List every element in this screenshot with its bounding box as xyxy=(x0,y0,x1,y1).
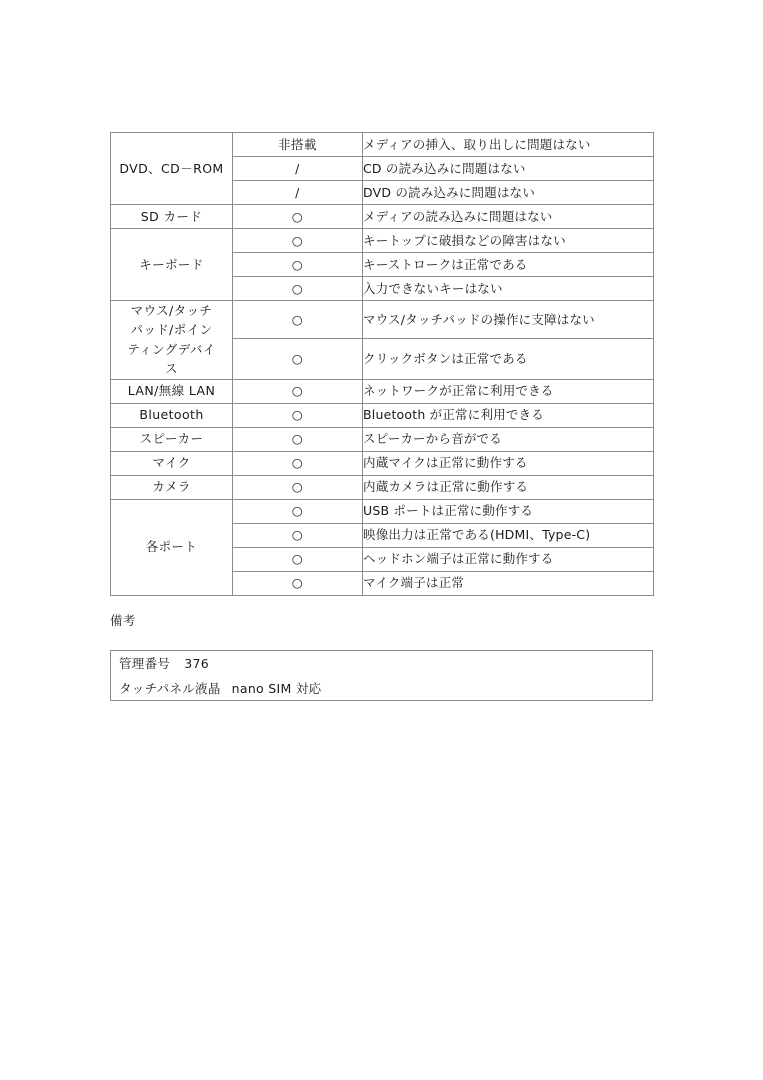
check-result-mark: ○ xyxy=(233,571,363,595)
table-row xyxy=(111,475,654,499)
check-description: キートップに破損などの障害はない xyxy=(363,229,654,253)
check-result-mark: ○ xyxy=(233,205,363,229)
check-item-name xyxy=(111,301,233,380)
table-row xyxy=(111,499,654,523)
check-description: 内蔵カメラは正常に動作する xyxy=(363,475,654,499)
check-item-name xyxy=(111,403,233,427)
check-item-name-line: Bluetooth xyxy=(139,407,204,423)
check-result-mark: ○ xyxy=(233,277,363,301)
table-row xyxy=(111,301,654,339)
table-row xyxy=(111,379,654,403)
check-result-mark: ○ xyxy=(233,379,363,403)
table-row xyxy=(111,133,654,157)
check-item-name-line: マウス/タッチ xyxy=(130,303,213,318)
check-result-mark: ○ xyxy=(233,451,363,475)
check-description: DVD の読み込みに問題はない xyxy=(363,181,654,205)
management-number-label: 管理番号 xyxy=(119,656,171,671)
check-item-name-line: キーボード xyxy=(139,256,204,272)
check-item-name-line: 各ポート xyxy=(145,539,198,555)
check-item-name xyxy=(111,133,233,205)
check-item-name xyxy=(111,499,233,595)
check-result-mark: ○ xyxy=(233,427,363,451)
remark-label: 備考 xyxy=(110,613,136,628)
check-description: Bluetooth が正常に利用できる xyxy=(363,403,654,427)
check-description: ヘッドホン端子は正常に動作する xyxy=(363,547,654,571)
check-description: ネットワークが正常に利用できる xyxy=(363,379,654,403)
check-table-body xyxy=(111,133,654,596)
check-description: スピーカーから音がでる xyxy=(363,427,654,451)
check-description: マウス/タッチパッドの操作に支障はない xyxy=(363,301,654,339)
check-result-mark: 非搭載 xyxy=(233,133,363,157)
inspection-check-table xyxy=(110,132,654,596)
check-description: メディアの挿入、取り出しに問題はない xyxy=(363,133,654,157)
check-description: 入力できないキーはない xyxy=(363,277,654,301)
check-result-mark: ○ xyxy=(233,523,363,547)
check-description: クリックボタンは正常である xyxy=(363,338,654,379)
check-description: 映像出力は正常である(HDMI、Type-C) xyxy=(363,523,654,547)
note-line-touch-panel xyxy=(111,676,652,701)
check-item-name xyxy=(111,427,233,451)
check-item-name xyxy=(111,205,233,229)
note-box xyxy=(110,650,653,701)
check-item-name-line: マイク xyxy=(152,455,191,471)
check-item-name-line: DVD、CD－ROM xyxy=(119,160,224,176)
check-item-name-line: ティングデバイ xyxy=(127,341,216,357)
check-item-name-line: カメラ xyxy=(152,479,191,495)
table-row xyxy=(111,229,654,253)
check-result-mark: ○ xyxy=(233,301,363,339)
check-description: マイク端子は正常 xyxy=(363,571,654,595)
touch-panel-label: タッチパネル液晶 xyxy=(119,681,221,696)
check-description: メディアの読み込みに問題はない xyxy=(363,205,654,229)
check-item-name xyxy=(111,229,233,301)
check-item-name-line: ス xyxy=(165,361,178,377)
check-result-mark: / xyxy=(233,157,363,181)
check-description: USB ポートは正常に動作する xyxy=(363,499,654,523)
check-description: 内蔵マイクは正常に動作する xyxy=(363,451,654,475)
check-description: キーストロークは正常である xyxy=(363,253,654,277)
table-row xyxy=(111,205,654,229)
check-item-name-line: スピーカー xyxy=(139,431,204,447)
check-item-name-line: SD カード xyxy=(140,208,203,224)
check-result-mark: ○ xyxy=(233,338,363,379)
check-result-mark: ○ xyxy=(233,499,363,523)
check-item-name xyxy=(111,451,233,475)
check-item-name-line: LAN/無線 LAN xyxy=(127,383,216,399)
check-item-name xyxy=(111,475,233,499)
check-item-name-line: パッド/ポイン xyxy=(130,322,213,338)
check-result-mark: ○ xyxy=(233,475,363,499)
check-result-mark: ○ xyxy=(233,547,363,571)
table-row xyxy=(111,427,654,451)
check-result-mark: ○ xyxy=(233,253,363,277)
check-result-mark: ○ xyxy=(233,403,363,427)
check-item-name xyxy=(111,379,233,403)
nano-sim-value: nano SIM 対応 xyxy=(231,681,322,696)
check-result-mark: ○ xyxy=(233,229,363,253)
management-number-value: 376 xyxy=(184,656,209,671)
table-row xyxy=(111,403,654,427)
check-result-mark: / xyxy=(233,181,363,205)
check-description: CD の読み込みに問題はない xyxy=(363,157,654,181)
table-row xyxy=(111,451,654,475)
note-line-management-number xyxy=(111,651,652,676)
